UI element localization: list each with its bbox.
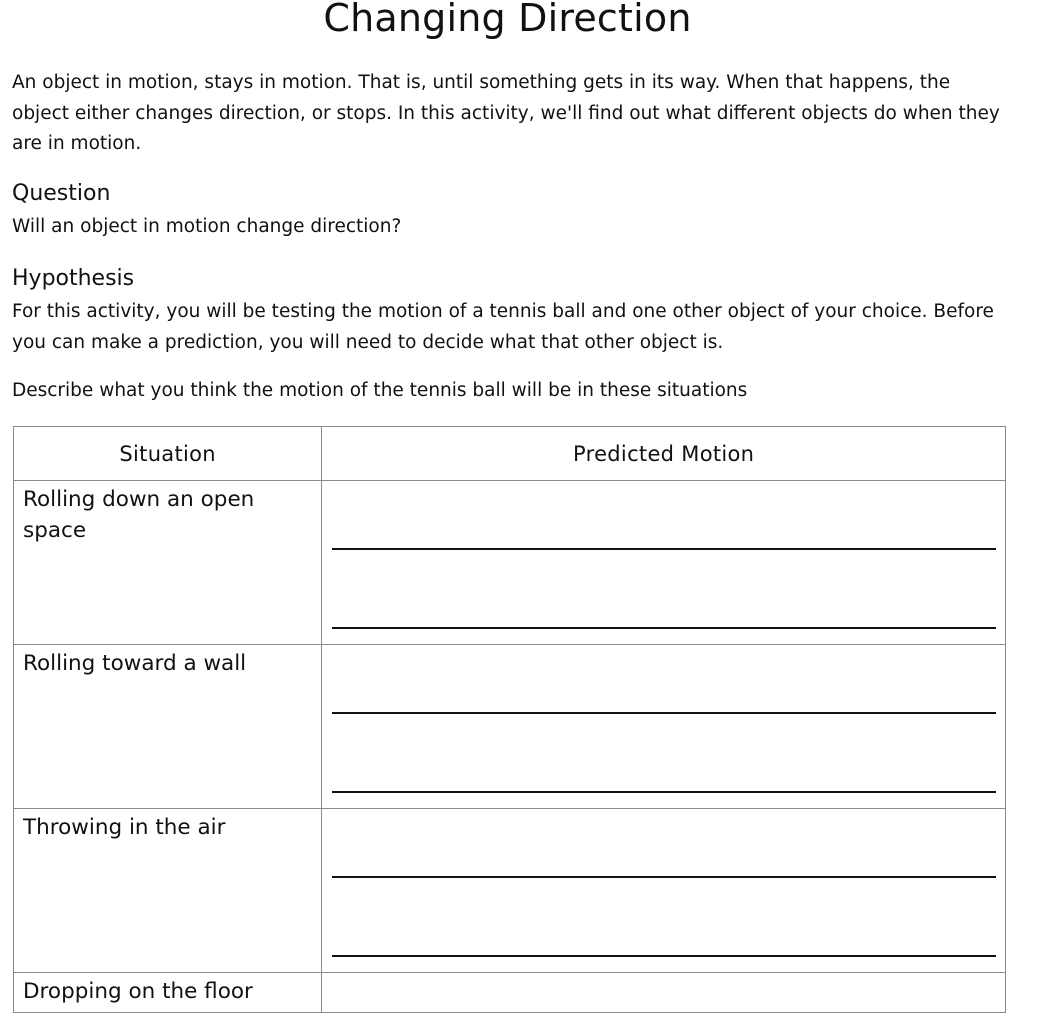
header-predicted-motion: Predicted Motion bbox=[322, 427, 1006, 481]
table-row bbox=[14, 809, 1006, 973]
situation-cell: Rolling down an open space bbox=[14, 481, 322, 645]
page-title: Changing Direction bbox=[323, 0, 692, 40]
answer-line bbox=[332, 876, 996, 878]
prediction-answer-area[interactable] bbox=[322, 481, 1006, 645]
situation-cell: Dropping on the floor bbox=[14, 973, 322, 1013]
prediction-answer-area[interactable] bbox=[322, 809, 1006, 973]
hypothesis-heading: Hypothesis bbox=[12, 266, 135, 291]
prediction-answer-area[interactable] bbox=[322, 645, 1006, 809]
table-instruction: Describe what you think the motion of the tennis ball will be in these situations bbox=[12, 380, 748, 401]
answer-line bbox=[332, 955, 996, 957]
table-row bbox=[14, 481, 1006, 645]
situation-cell: Rolling toward a wall bbox=[14, 645, 322, 809]
prediction-table bbox=[13, 426, 1006, 1013]
answer-line bbox=[332, 548, 996, 550]
answer-line bbox=[332, 627, 996, 629]
prediction-answer-area[interactable] bbox=[322, 973, 1006, 1013]
question-heading: Question bbox=[12, 181, 111, 206]
header-situation: Situation bbox=[14, 427, 322, 481]
situation-cell: Throwing in the air bbox=[14, 809, 322, 973]
question-text: Will an object in motion change direction? bbox=[12, 216, 402, 237]
answer-line bbox=[332, 791, 996, 793]
table-header-row bbox=[14, 427, 1006, 481]
hypothesis-text: For this activity, you will be testing the motion of a tennis ball and one other object of your choice. Before you can make a prediction, you will need to decide what that other object is. bbox=[12, 301, 994, 353]
table-row bbox=[14, 973, 1006, 1013]
intro-paragraph: An object in motion, stays in motion. That is, until something gets in its way. When that happens, the object either changes direction, or stops. In this activity, we'll find out what different objects do when they are in motion. bbox=[12, 72, 1000, 154]
table-row bbox=[14, 645, 1006, 809]
answer-line bbox=[332, 712, 996, 714]
